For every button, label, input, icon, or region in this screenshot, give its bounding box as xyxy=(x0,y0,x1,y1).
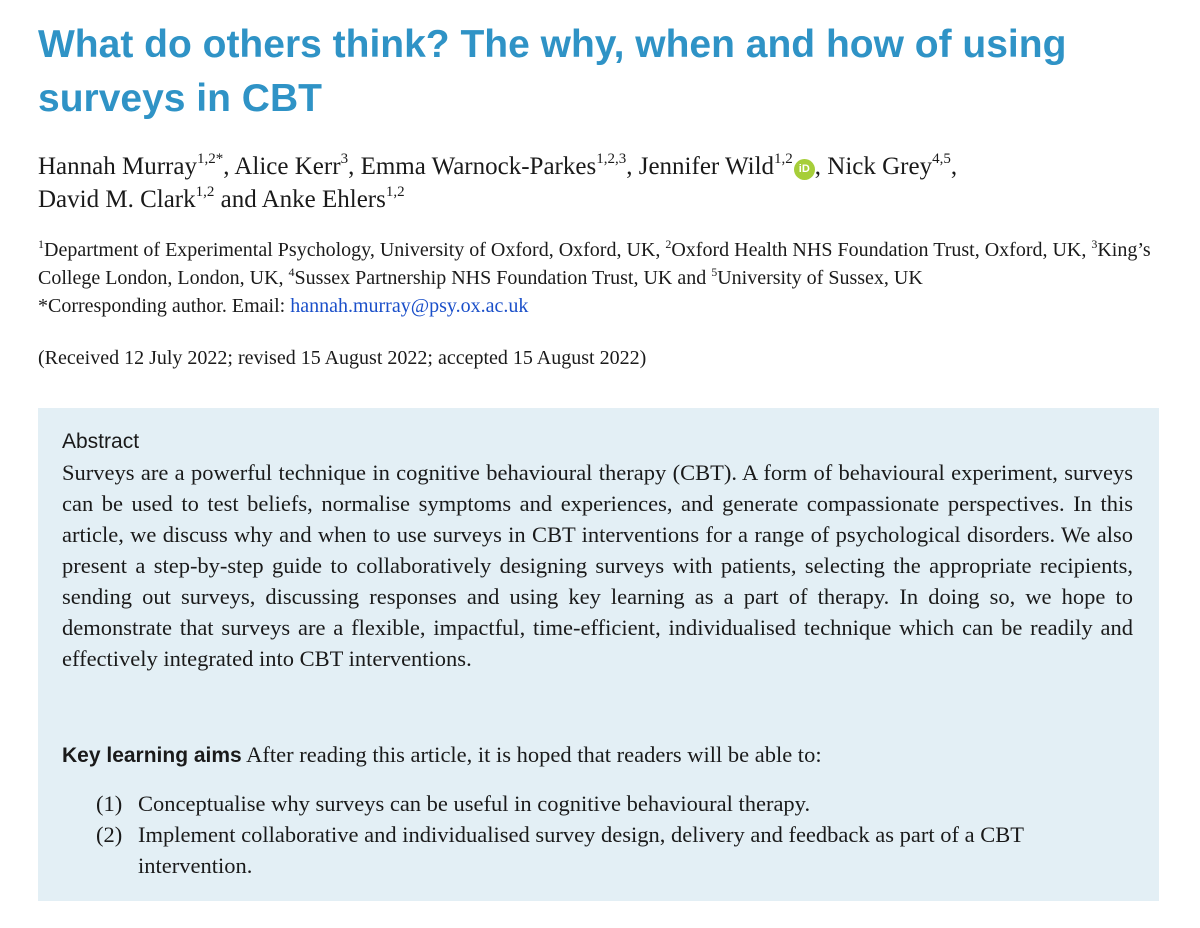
affiliation-text: Department of Experimental Psychology, University of Oxford, Oxford, UK, xyxy=(44,239,666,261)
author-affiliation-marker: 1,2 xyxy=(385,184,405,200)
author-affiliation-marker: 4,5 xyxy=(932,151,951,167)
author-name[interactable]: Jennifer Wild xyxy=(638,153,775,180)
list-item-text: Conceptualise why surveys can be useful in cognitive behavioural therapy. xyxy=(138,791,811,816)
author-name[interactable]: Alice Kerr xyxy=(234,153,341,180)
author-name[interactable]: Nick Grey xyxy=(827,153,933,180)
author-separator: , xyxy=(223,153,235,180)
author-affiliation-marker: 1,2,3 xyxy=(596,151,627,167)
author-separator: , xyxy=(950,153,958,180)
affiliation-text: Oxford Health NHS Foundation Trust, Oxford, UK, xyxy=(671,239,1092,261)
key-learning-aims-intro xyxy=(62,739,1133,771)
abstract-heading: Abstract xyxy=(62,430,140,453)
learning-aims-list xyxy=(96,788,1136,881)
author-affiliation-marker: 1,2 xyxy=(195,184,215,200)
author-name[interactable]: Emma Warnock-Parkes xyxy=(360,153,597,180)
author-affiliation-marker: 1,2* xyxy=(196,151,224,167)
email-link[interactable]: hannah.murray@psy.ox.ac.uk xyxy=(290,295,529,317)
list-item-number: (2) xyxy=(96,822,123,847)
list-item xyxy=(96,819,1136,881)
affiliation-number: 2 xyxy=(665,237,672,251)
author-separator: , xyxy=(626,153,639,180)
affiliation-text: King’s College London, London, UK, xyxy=(38,239,1151,289)
list-item-number: (1) xyxy=(96,791,123,816)
affiliations xyxy=(38,236,1163,320)
author-affiliation-marker: 3 xyxy=(340,151,349,167)
article-title: What do others think? The why, when and how of using surveys in CBT xyxy=(38,23,1067,120)
author-separator: , xyxy=(348,153,361,180)
orcid-icon[interactable]: iD xyxy=(794,159,815,180)
affiliation-text: University of Sussex, UK xyxy=(717,267,923,289)
author-name[interactable]: David M. Clark xyxy=(38,186,196,213)
author-separator: , xyxy=(814,153,828,180)
affiliation-number: 1 xyxy=(38,237,44,251)
corresponding-author-label: *Corresponding author. Email: xyxy=(38,295,291,317)
list-item-text: Implement collaborative and individualised survey design, delivery and feedback as part of a CBT intervention. xyxy=(138,822,1024,878)
list-item xyxy=(96,788,1136,819)
author-list xyxy=(38,150,1168,216)
author-separator: and xyxy=(214,186,262,213)
affiliation-number: 4 xyxy=(288,265,295,279)
author-affiliation-marker: 1,2 xyxy=(774,151,793,167)
abstract-box xyxy=(38,408,1159,901)
affiliation-number: 3 xyxy=(1091,237,1098,251)
author-name[interactable]: Anke Ehlers xyxy=(261,186,386,213)
key-learning-aims-text: After reading this article, it is hoped that readers will be able to: xyxy=(241,742,822,767)
received-dates: (Received 12 July 2022; revised 15 August 2022; accepted 15 August 2022) xyxy=(38,347,647,369)
author-name[interactable]: Hannah Murray xyxy=(38,153,197,180)
affiliation-text: Sussex Partnership NHS Foundation Trust, UK and xyxy=(294,267,712,289)
affiliation-number: 5 xyxy=(711,265,718,279)
key-learning-aims-label: Key learning aims xyxy=(62,744,242,767)
abstract-text: Surveys are a powerful technique in cognitive behavioural therapy (CBT). A form of behavioural experiment, surveys can be used to test beliefs, normalise symptoms and experiences, and generate compassionate perspectives. In this article, we discuss why and when to use surveys in CBT interventions for a range of psychological disorders. We also present a step-by-step guide to collaboratively designing surveys with patients, selecting the appropriate recipients, sending out surveys, discussing responses and using key learning as a part of therapy. In doing so, we hope to demonstrate that surveys are a flexible, impactful, time-efficient, individualised technique which can be readily and effectively integrated into CBT interventions. xyxy=(62,460,1133,671)
